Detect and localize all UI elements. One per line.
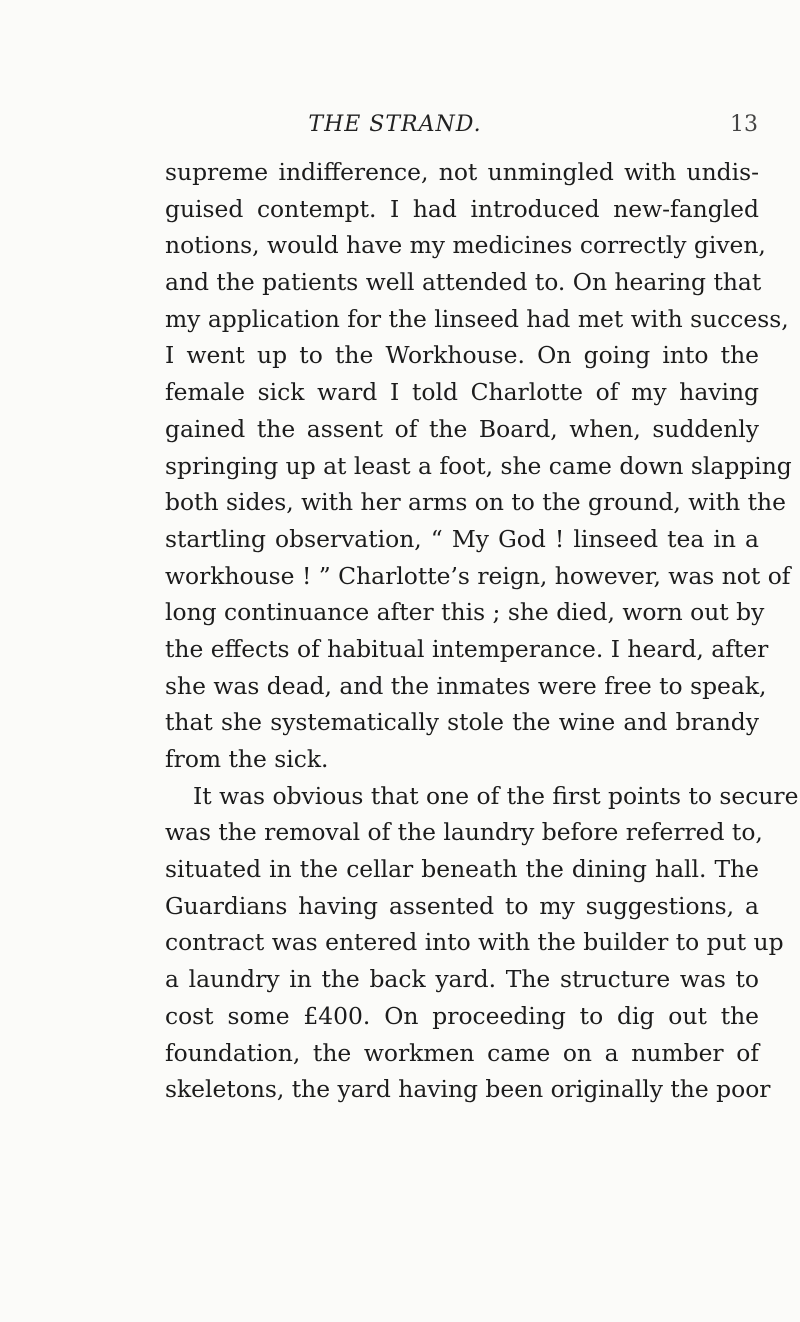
text-line: the effects of habitual intemperance. I heard, after: [165, 634, 769, 663]
text-line: she was dead, and the inmates were free to speak,: [165, 671, 767, 700]
text-line: gained the assent of the Board, when, suddenly: [165, 414, 759, 443]
text-line: supreme indifference, not unmingled with undis-: [165, 158, 759, 186]
text-line: I went up to the Workhouse. On going into the: [165, 341, 759, 370]
paragraph-1: [165, 154, 792, 778]
text-line: Guardians having assented to my suggestions, a: [165, 891, 759, 920]
text-line: guised contempt. I had introduced new-fangled: [165, 194, 759, 223]
body-text: [165, 154, 799, 1108]
text-line: my application for the linseed had met with success,: [165, 304, 789, 333]
text-line: workhouse ! ” Charlotte’s reign, however, was not of: [165, 561, 791, 590]
text-line: foundation, the workmen came on a number of: [165, 1038, 759, 1067]
running-title: THE STRAND.: [308, 112, 482, 137]
text-line: contract was entered into with the builder to put up: [165, 928, 784, 957]
running-head: [165, 112, 800, 142]
paragraph-2: [165, 778, 799, 1108]
text-line: It was obvious that one of the first points to secure: [193, 781, 799, 810]
page-number: 13: [730, 112, 758, 137]
text-line: skeletons, the yard having been originally the poor: [165, 1075, 771, 1104]
text-line: cost some £400. On proceeding to dig out the: [165, 1001, 759, 1030]
text-line: startling observation, “ My God ! linseed tea in a: [165, 524, 759, 553]
text-line: female sick ward I told Charlotte of my having: [165, 378, 759, 407]
text-line: from the sick.: [165, 745, 329, 773]
text-line: was the removal of the laundry before referred to,: [165, 818, 763, 847]
text-line: notions, would have my medicines correctly given,: [165, 231, 766, 260]
text-line: both sides, with her arms on to the ground, with the: [165, 488, 786, 517]
text-line: situated in the cellar beneath the dining hall. The: [165, 855, 759, 884]
text-line: springing up at least a foot, she came down slapping: [165, 451, 792, 480]
text-line: long continuance after this ; she died, worn out by: [165, 598, 765, 627]
text-line: a laundry in the back yard. The structure was to: [165, 965, 759, 994]
text-line: that she systematically stole the wine and brandy: [165, 708, 759, 737]
text-line: and the patients well attended to. On hearing that: [165, 268, 762, 297]
